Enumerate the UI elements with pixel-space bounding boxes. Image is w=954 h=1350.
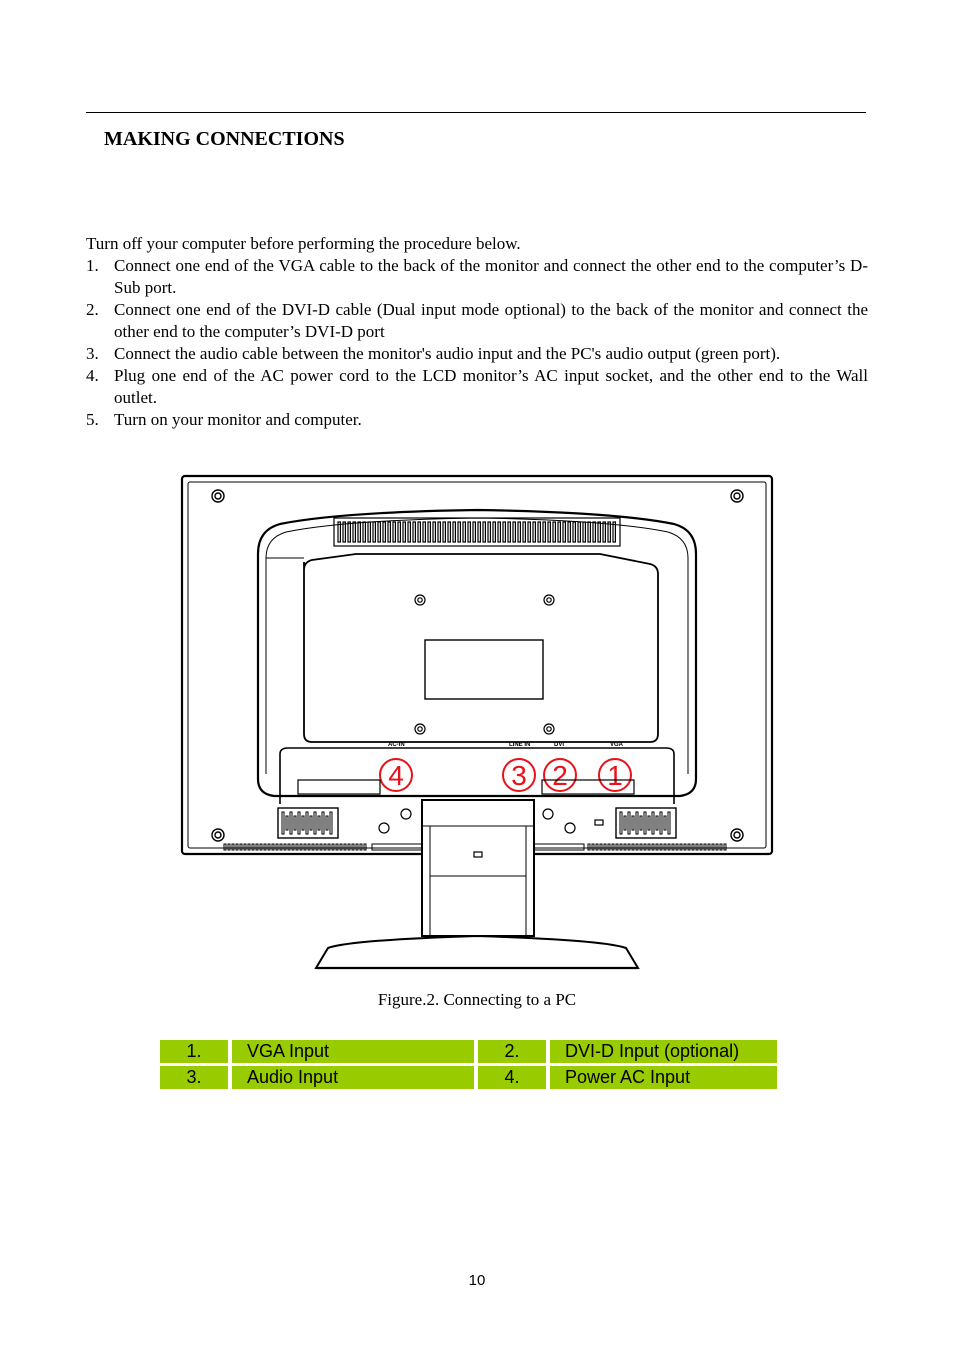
vent-slot xyxy=(488,522,490,542)
port-label-ac: AC-IN xyxy=(388,742,405,748)
step-text: Connect one end of the VGA cable to the back of the monitor and connect the other end to the computer’s D-Sub port. xyxy=(114,256,868,297)
grille-slot xyxy=(322,812,324,834)
bottom-vent-slot xyxy=(280,844,282,850)
bottom-vent-slot xyxy=(684,844,686,850)
callout-4 xyxy=(380,759,412,791)
callout-3 xyxy=(503,759,535,791)
bottom-vent-slot xyxy=(352,844,354,850)
vent-slot xyxy=(438,522,440,542)
bottom-vent-slot xyxy=(688,844,690,850)
rear-housing xyxy=(258,510,696,796)
bottom-vent-slot xyxy=(244,844,246,850)
bottom-vent-slot xyxy=(236,844,238,850)
bottom-vent-slot xyxy=(296,844,298,850)
bottom-vent-slot xyxy=(700,844,702,850)
bottom-vent-slot xyxy=(312,844,314,850)
vent-slot xyxy=(473,522,475,542)
vent-slot xyxy=(538,522,540,542)
bottom-vent-slot xyxy=(364,844,366,850)
bottom-vent-slot xyxy=(720,844,722,850)
bottom-vent-slot xyxy=(596,844,598,850)
vent-slot xyxy=(483,522,485,542)
vent-slot xyxy=(578,522,580,542)
left-lower-block xyxy=(298,780,380,794)
lock-slot xyxy=(595,820,603,825)
bottom-vent-slot xyxy=(320,844,322,850)
legend-number: 2. xyxy=(478,1040,546,1063)
svg-text:1: 1 xyxy=(607,760,623,791)
bottom-vent-slot xyxy=(716,844,718,850)
bottom-vent-slot xyxy=(708,844,710,850)
legend-number: 4. xyxy=(478,1066,546,1089)
port-label-vga: VGA xyxy=(610,742,624,748)
grille-slot xyxy=(648,816,650,830)
top-vent xyxy=(334,518,620,546)
grille-slot xyxy=(664,816,666,830)
grille-slot xyxy=(326,816,328,830)
grille-slot xyxy=(632,816,634,830)
vent-slot xyxy=(428,522,430,542)
vent-slot xyxy=(468,522,470,542)
step-number: 1. xyxy=(86,256,99,275)
vent-slot xyxy=(448,522,450,542)
bottom-vent-slot xyxy=(640,844,642,850)
step-number: 3. xyxy=(86,344,99,363)
vent-slot xyxy=(568,522,570,542)
bottom-vent-slot xyxy=(300,844,302,850)
bottom-vent-slot xyxy=(248,844,250,850)
grille-slot xyxy=(314,812,316,834)
vent-slot xyxy=(588,522,590,542)
bottom-vent-slot xyxy=(336,844,338,850)
vent-slot xyxy=(573,522,575,542)
grille-slot xyxy=(620,812,622,834)
bottom-vent-slot xyxy=(276,844,278,850)
step-text: Connect one end of the DVI-D cable (Dual input mode optional) to the back of the monitor and connect the other end to the computer’s DVI-D port xyxy=(114,300,868,341)
grille-slot xyxy=(660,812,662,834)
vent-slot xyxy=(608,522,610,542)
bottom-vent-slot xyxy=(676,844,678,850)
bottom-vent-slot xyxy=(628,844,630,850)
bottom-vent-slot xyxy=(284,844,286,850)
step-number: 5. xyxy=(86,410,99,429)
vent-slot xyxy=(408,522,410,542)
bottom-vent-slot xyxy=(636,844,638,850)
monitor-rear-diagram xyxy=(180,474,774,970)
vent-slot xyxy=(463,522,465,542)
steps-list xyxy=(86,255,868,431)
bottom-vent-slot xyxy=(268,844,270,850)
vent-slot xyxy=(533,522,535,542)
table-row xyxy=(160,1066,777,1089)
svg-text:3: 3 xyxy=(511,760,527,791)
rear-housing-inner xyxy=(266,518,688,774)
grille-slot xyxy=(624,816,626,830)
bottom-vent-slot xyxy=(664,844,666,850)
grille-slot xyxy=(668,812,670,834)
svg-text:2: 2 xyxy=(552,760,568,791)
grille-slot xyxy=(282,812,284,834)
bottom-vent-slot xyxy=(692,844,694,850)
vent-slot xyxy=(348,522,350,542)
bottom-vent-slot xyxy=(332,844,334,850)
monitor-inner-frame xyxy=(188,482,766,848)
grille-slot xyxy=(318,816,320,830)
vent-slot xyxy=(508,522,510,542)
legend-label: Power AC Input xyxy=(550,1066,777,1089)
vent-slot xyxy=(443,522,445,542)
vent-slot xyxy=(388,522,390,542)
header-rule xyxy=(86,112,866,113)
bottom-vent-slot xyxy=(344,844,346,850)
page-number: 10 xyxy=(468,1272,486,1289)
bottom-vent-slot xyxy=(620,844,622,850)
mount-panel xyxy=(304,554,658,742)
bottom-vent-slot xyxy=(240,844,242,850)
bottom-vent-slot xyxy=(308,844,310,850)
bottom-vent-slot xyxy=(652,844,654,850)
bottom-vent-slot xyxy=(256,844,258,850)
list-item xyxy=(86,255,868,299)
vent-slot xyxy=(548,522,550,542)
bottom-vent-slot xyxy=(592,844,594,850)
grille-slot xyxy=(628,812,630,834)
svg-text:4: 4 xyxy=(388,760,404,791)
list-item xyxy=(86,365,868,409)
bottom-vent-slot xyxy=(616,844,618,850)
bottom-vent-slot xyxy=(232,844,234,850)
vent-slot xyxy=(378,522,380,542)
vent-slot xyxy=(433,522,435,542)
bottom-vent-slot xyxy=(696,844,698,850)
callout-1 xyxy=(599,759,631,791)
vent-slot xyxy=(363,522,365,542)
bottom-vent-slot xyxy=(600,844,602,850)
vent-slot xyxy=(598,522,600,542)
bottom-vent-slot xyxy=(588,844,590,850)
vent-slot xyxy=(398,522,400,542)
vent-slot xyxy=(368,522,370,542)
intro-text: Turn off your computer before performing the procedure below. xyxy=(86,234,521,253)
bottom-vent-slot xyxy=(316,844,318,850)
port-label-dvi: DVI xyxy=(554,742,565,748)
vent-slot xyxy=(393,522,395,542)
vent-slot xyxy=(563,522,565,542)
bottom-vent-slot xyxy=(712,844,714,850)
vent-slot xyxy=(418,522,420,542)
step-text: Turn on your monitor and computer. xyxy=(114,410,362,429)
grille-slot xyxy=(294,816,296,830)
legend-label: DVI-D Input (optional) xyxy=(550,1040,777,1063)
vent-slot xyxy=(413,522,415,542)
step-text: Plug one end of the AC power cord to the LCD monitor’s AC input socket, and the other end to the Wall outlet. xyxy=(114,366,868,407)
legend-number: 1. xyxy=(160,1040,228,1063)
vent-slot xyxy=(493,522,495,542)
bottom-vent-slot xyxy=(724,844,726,850)
grille-slot xyxy=(652,812,654,834)
label-plate xyxy=(425,640,543,699)
bottom-vent-slot xyxy=(668,844,670,850)
grille-slot xyxy=(306,812,308,834)
legend-number: 3. xyxy=(160,1066,228,1089)
bottom-vent-slot xyxy=(632,844,634,850)
port-legend-table xyxy=(156,1037,781,1092)
vent-slot xyxy=(478,522,480,542)
step-number: 2. xyxy=(86,300,99,319)
vent-slot xyxy=(498,522,500,542)
vent-slot xyxy=(353,522,355,542)
grille-slot xyxy=(644,812,646,834)
bottom-vent-slot xyxy=(356,844,358,850)
step-number: 4. xyxy=(86,366,99,385)
vent-slot xyxy=(543,522,545,542)
vent-slot xyxy=(593,522,595,542)
bottom-vent-slot xyxy=(292,844,294,850)
grille-slot xyxy=(290,812,292,834)
stand-neck xyxy=(422,800,534,936)
vent-slot xyxy=(523,522,525,542)
bottom-vent-slot xyxy=(348,844,350,850)
vent-slot xyxy=(583,522,585,542)
legend-label: VGA Input xyxy=(232,1040,474,1063)
vent-slot xyxy=(423,522,425,542)
bottom-vent-slot xyxy=(328,844,330,850)
bottom-vent-slot xyxy=(624,844,626,850)
bottom-vent-slot xyxy=(264,844,266,850)
bottom-vent-slot xyxy=(660,844,662,850)
vent-slot xyxy=(518,522,520,542)
bottom-vent-slot xyxy=(288,844,290,850)
bottom-vent-slot xyxy=(608,844,610,850)
bottom-vent-slot xyxy=(272,844,274,850)
corner-screw-icons xyxy=(212,490,743,841)
table-row xyxy=(160,1040,777,1063)
figure-caption: Figure.2. Connecting to a PC xyxy=(377,990,577,1009)
grille-slot xyxy=(302,816,304,830)
callout-2 xyxy=(544,759,576,791)
grille-slot xyxy=(330,812,332,834)
port-label-line: LINE IN xyxy=(509,742,531,748)
list-item xyxy=(86,343,868,365)
grille-slot xyxy=(656,816,658,830)
stand-base xyxy=(316,936,638,968)
bottom-vent-slot xyxy=(340,844,342,850)
bottom-vent-slot xyxy=(644,844,646,850)
vent-slot xyxy=(503,522,505,542)
vent-slot xyxy=(553,522,555,542)
bottom-vent-slot xyxy=(672,844,674,850)
vent-slot xyxy=(383,522,385,542)
vent-slot xyxy=(528,522,530,542)
grille-slot xyxy=(636,812,638,834)
bottom-vent-slot xyxy=(252,844,254,850)
vent-slot xyxy=(603,522,605,542)
vesa-screw-icons xyxy=(415,595,554,734)
bottom-vent-slot xyxy=(704,844,706,850)
bottom-vent-slot xyxy=(304,844,306,850)
bottom-vent-slot xyxy=(260,844,262,850)
bottom-vent-slot xyxy=(648,844,650,850)
grille-slot xyxy=(286,816,288,830)
vent-slot xyxy=(343,522,345,542)
bottom-vent-slot xyxy=(360,844,362,850)
list-item xyxy=(86,299,868,343)
vent-slot xyxy=(558,522,560,542)
top-vent-slots xyxy=(338,522,615,542)
vent-slot xyxy=(458,522,460,542)
monitor-outer-frame xyxy=(182,476,772,854)
bottom-vent-slot xyxy=(612,844,614,850)
grille-slot xyxy=(640,816,642,830)
grille-slot xyxy=(298,812,300,834)
bottom-vent-slot xyxy=(680,844,682,850)
grille-slot xyxy=(310,816,312,830)
bottom-vent-slot xyxy=(324,844,326,850)
bottom-vent-slot xyxy=(656,844,658,850)
vent-slot xyxy=(373,522,375,542)
vent-slot xyxy=(403,522,405,542)
legend-label: Audio Input xyxy=(232,1066,474,1089)
step-text: Connect the audio cable between the monitor's audio input and the PC's audio output (green port). xyxy=(114,344,781,363)
bottom-vent-slot xyxy=(228,844,230,850)
vent-slot xyxy=(513,522,515,542)
vent-slot xyxy=(453,522,455,542)
list-item xyxy=(86,409,868,431)
bottom-vent-slot xyxy=(224,844,226,850)
section-heading: MAKING CONNECTIONS xyxy=(104,128,345,150)
bottom-vent-slot xyxy=(604,844,606,850)
vent-slot xyxy=(358,522,360,542)
